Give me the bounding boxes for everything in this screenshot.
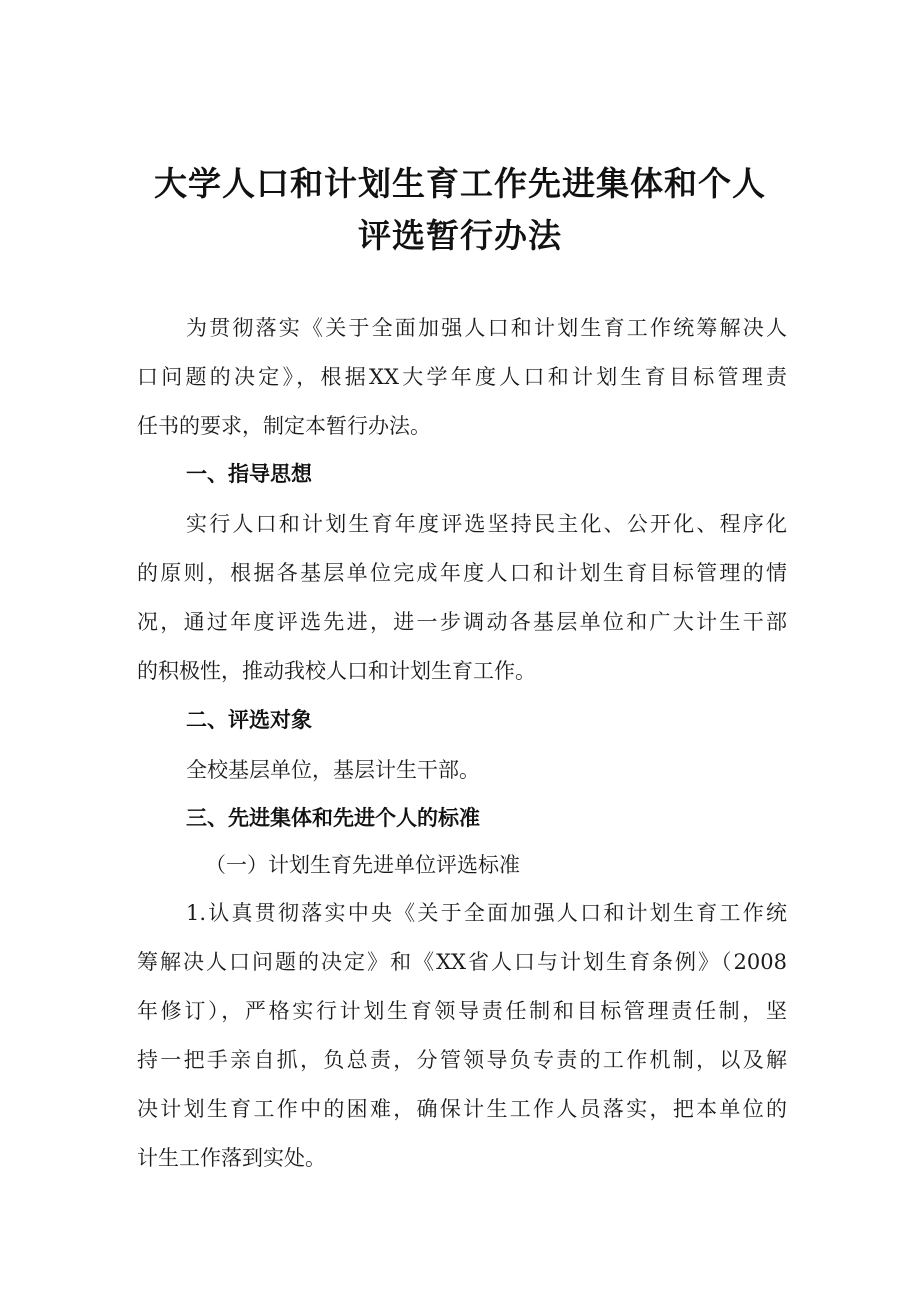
section-1-heading: 一、指导思想	[186, 462, 312, 486]
item-1-line-4: 持一把手亲自抓，负总责，分管领导负专责的工作机制，以及解	[137, 1048, 787, 1072]
item-1-line-2: 筹解决人口问题的决定》和《XX省人口与计划生育条例》（2008	[137, 950, 787, 974]
intro-line-1: 为贯彻落实《关于全面加强人口和计划生育工作统筹解决人	[186, 316, 787, 340]
item-1-line-6: 计生工作落到实处。	[137, 1146, 326, 1170]
section-1-line-2: 的原则，根据各基层单位完成年度人口和计划生育目标管理的情	[137, 561, 787, 585]
section-2-heading: 二、评选对象	[186, 708, 312, 732]
section-3-heading: 三、先进集体和先进个人的标准	[186, 806, 480, 830]
item-1-line-1: 1.认真贯彻落实中央《关于全面加强人口和计划生育工作统	[186, 901, 787, 925]
section-1-line-3: 况，通过年度评选先进，进一步调动各基层单位和广大计生干部	[137, 610, 787, 634]
section-1-line-4: 的积极性，推动我校人口和计划生育工作。	[137, 659, 536, 683]
section-3-subheading: （一）计划生育先进单位评选标准	[205, 853, 520, 877]
intro-line-2: 口问题的决定》，根据XX大学年度人口和计划生育目标管理责	[137, 365, 787, 389]
section-1-line-1: 实行人口和计划生育年度评选坚持民主化、公开化、程序化	[186, 512, 787, 536]
document-title-line-2: 评选暂行办法	[358, 216, 562, 255]
document-title-line-1: 大学人口和计划生育工作先进集体和个人	[154, 164, 766, 203]
section-2-line-1: 全校基层单位，基层计生干部。	[186, 758, 480, 782]
intro-line-3: 任书的要求，制定本暂行办法。	[137, 414, 431, 438]
item-1-line-3: 年修订），严格实行计划生育领导责任制和目标管理责任制，坚	[137, 999, 787, 1023]
item-1-line-5: 决计划生育工作中的困难，确保计生工作人员落实，把本单位的	[137, 1097, 787, 1121]
